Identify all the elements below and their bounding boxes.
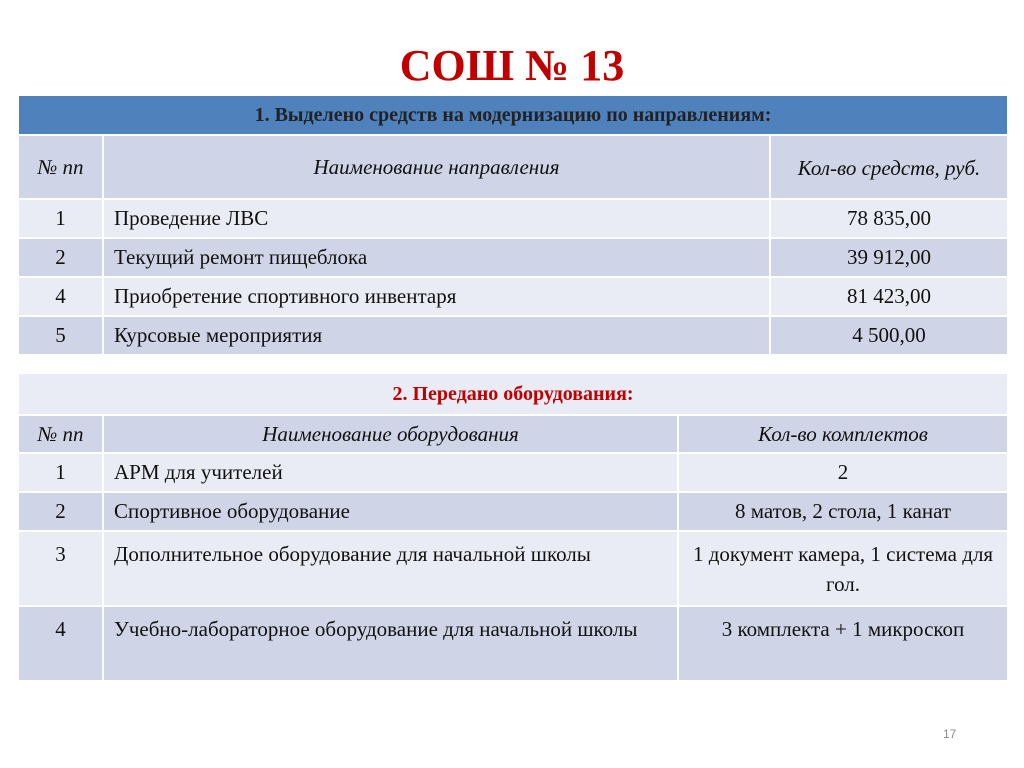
row-amount: 81 423,00	[770, 277, 1008, 316]
row-quantity: 2	[678, 453, 1008, 492]
row-quantity: 1 документ камера, 1 система для гол.	[678, 531, 1008, 606]
row-direction: Курсовые мероприятия	[103, 316, 770, 355]
slide-title: СОШ № 13	[399, 41, 625, 90]
table-row	[18, 199, 1008, 238]
row-amount: 39 912,00	[770, 238, 1008, 277]
funding-table-heading: 1. Выделено средств на модернизацию по направлениям:	[18, 95, 1008, 135]
row-direction: Проведение ЛВС	[103, 199, 770, 238]
column-header-amount: Кол-во средств, руб.	[770, 135, 1008, 199]
column-header-quantity: Кол-во комплектов	[678, 415, 1008, 453]
equipment-table-heading: 2. Передано оборудования:	[18, 373, 1008, 415]
column-header-direction: Наименование направления	[103, 135, 770, 199]
row-equipment: Спортивное оборудование	[103, 492, 678, 531]
column-header-equipment: Наименование оборудования	[103, 415, 678, 453]
table-row	[18, 606, 1008, 681]
row-equipment: Дополнительное оборудование для начальной школы	[103, 531, 678, 606]
table-row	[18, 453, 1008, 492]
row-number: 2	[18, 492, 103, 531]
row-number: 1	[18, 453, 103, 492]
table-row	[18, 277, 1008, 316]
table-row	[18, 238, 1008, 277]
row-number: 3	[18, 531, 103, 606]
row-quantity: 3 комплекта + 1 микроскоп	[678, 606, 1008, 681]
row-quantity: 8 матов, 2 стола, 1 канат	[678, 492, 1008, 531]
row-number: 4	[18, 277, 103, 316]
equipment-table	[17, 372, 1009, 682]
funding-table	[17, 94, 1009, 356]
table-row	[18, 316, 1008, 355]
row-equipment: Учебно-лабораторное оборудование для начальной школы	[103, 606, 678, 681]
page-number: 17	[943, 727, 957, 741]
row-equipment: АРМ для учителей	[103, 453, 678, 492]
row-direction: Приобретение спортивного инвентаря	[103, 277, 770, 316]
column-header-number: № пп	[18, 415, 103, 453]
row-amount: 78 835,00	[770, 199, 1008, 238]
table-row	[18, 492, 1008, 531]
column-header-number: № пп	[18, 135, 103, 199]
row-number: 2	[18, 238, 103, 277]
row-direction: Текущий ремонт пищеблока	[103, 238, 770, 277]
row-number: 1	[18, 199, 103, 238]
row-amount: 4 500,00	[770, 316, 1008, 355]
table-row	[18, 531, 1008, 606]
row-number: 4	[18, 606, 103, 681]
row-number: 5	[18, 316, 103, 355]
